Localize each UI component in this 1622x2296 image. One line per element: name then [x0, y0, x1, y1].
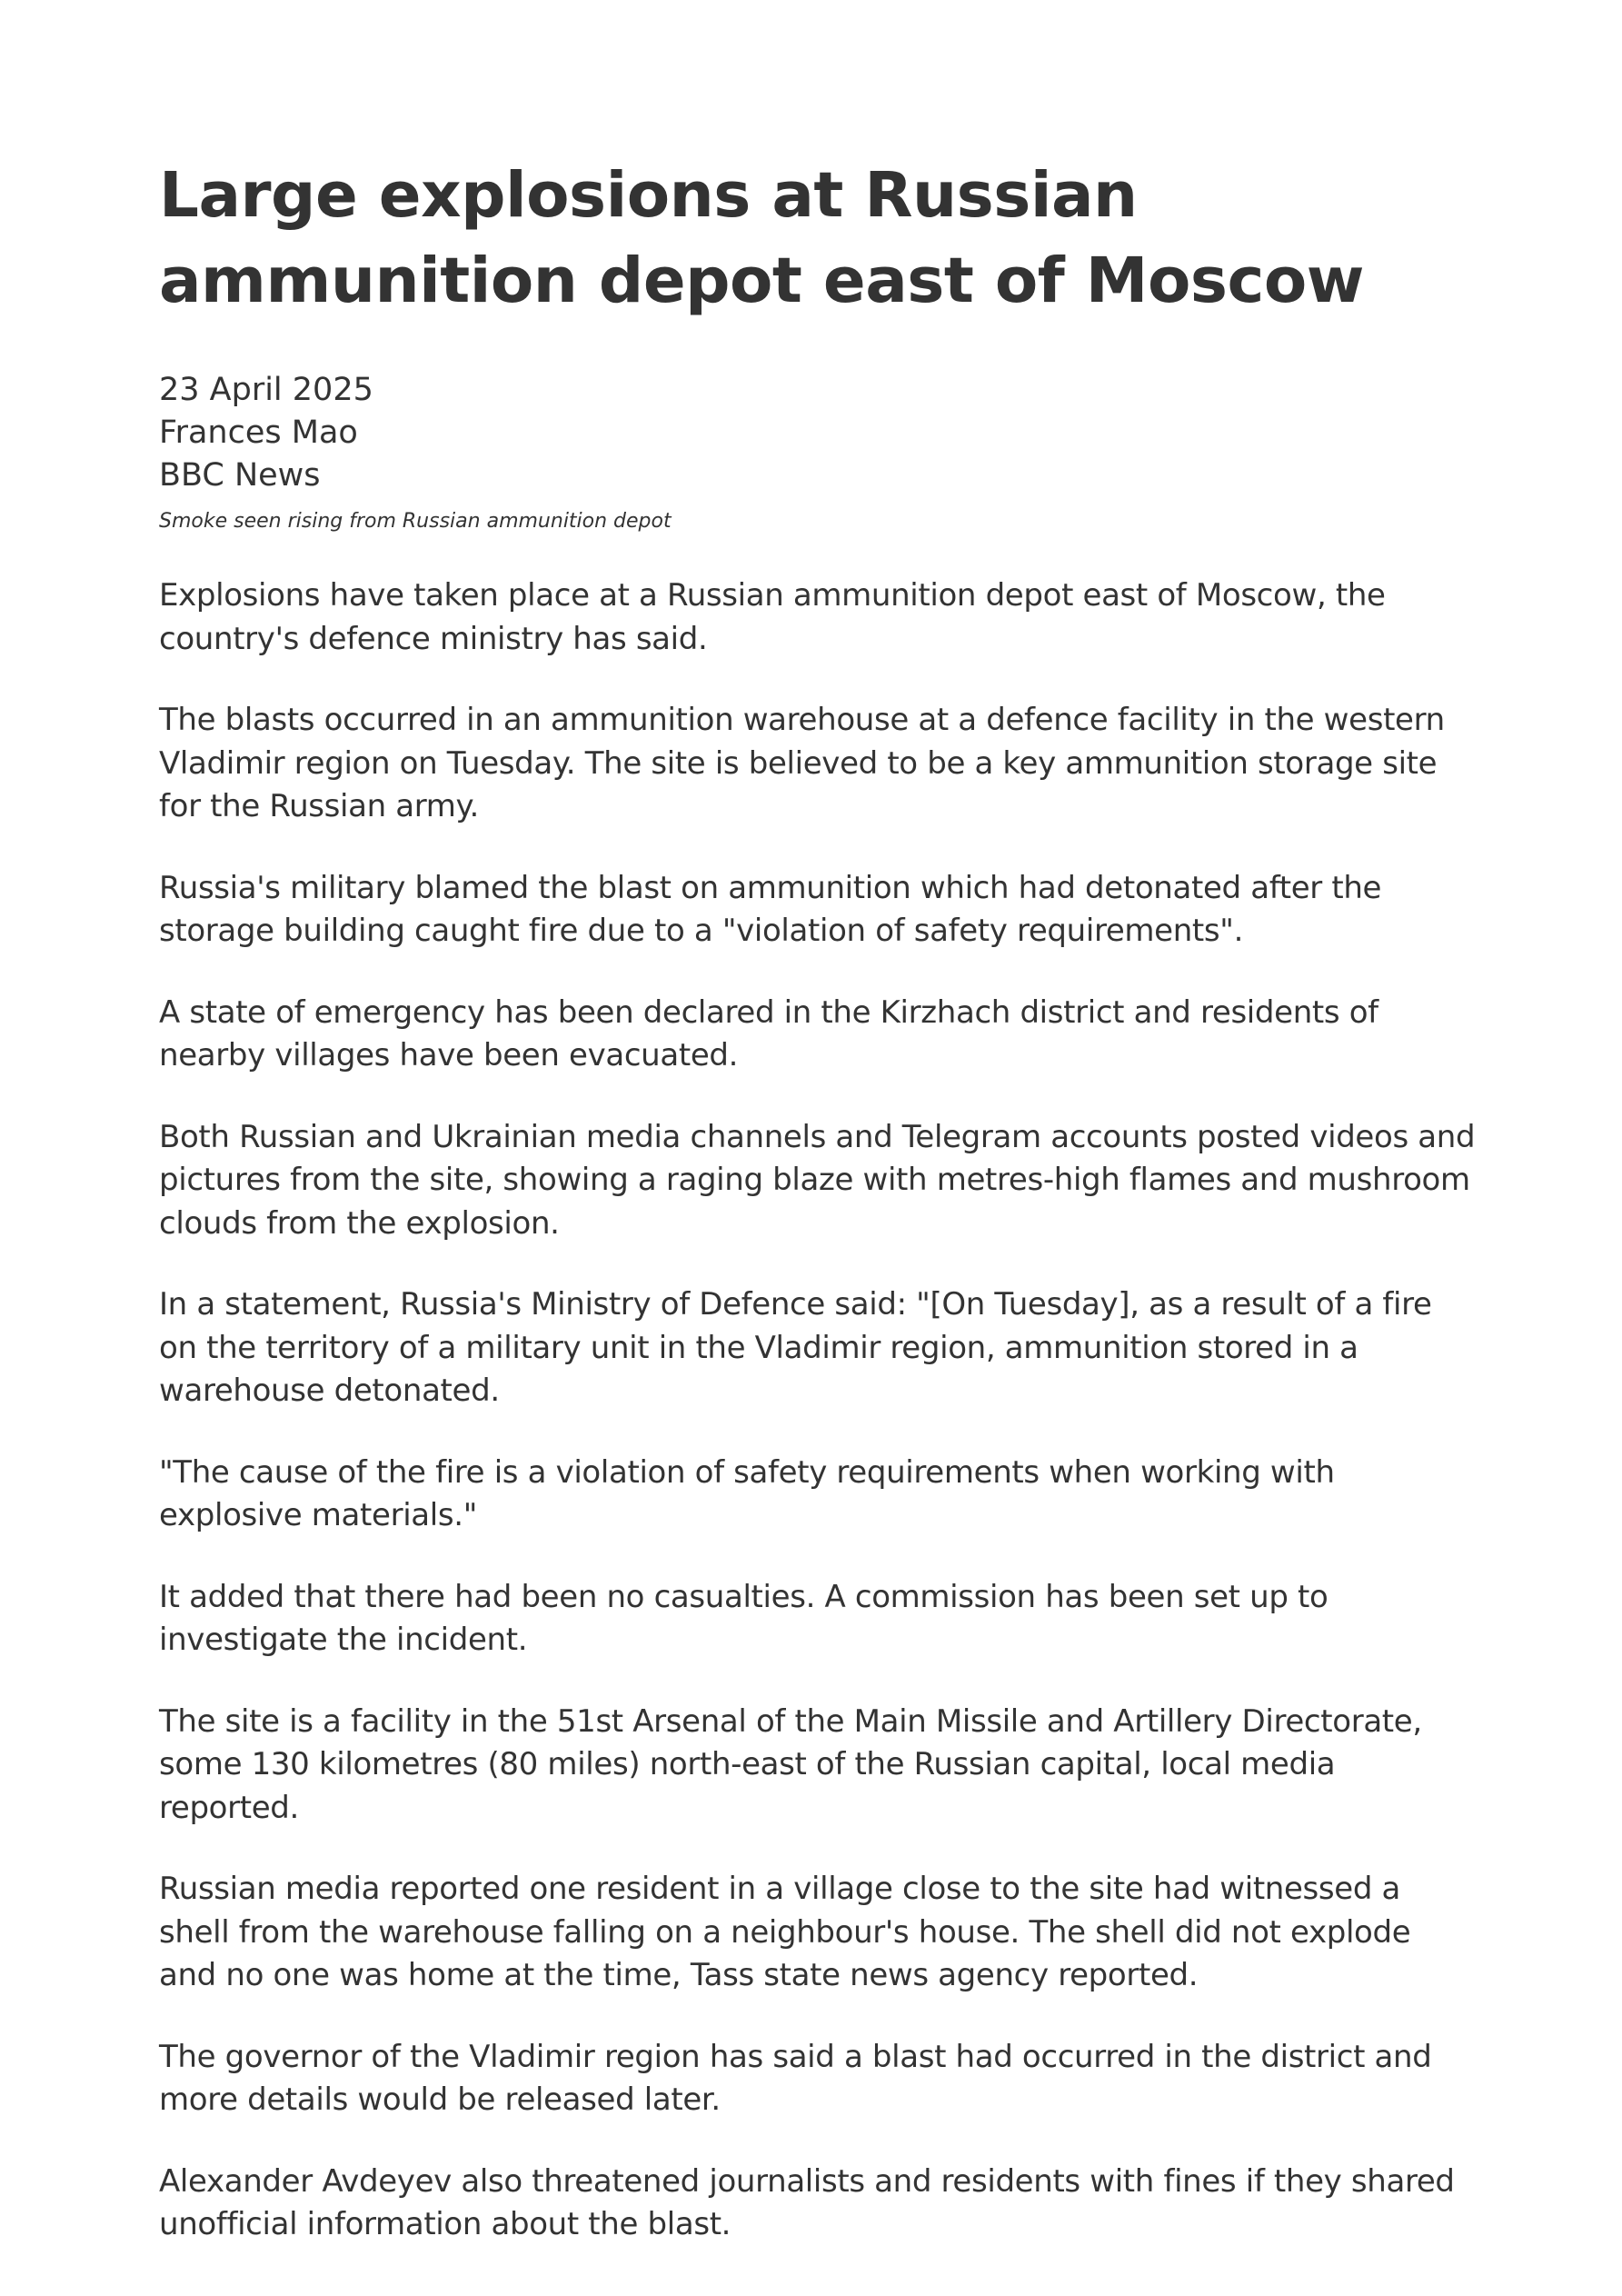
paragraph: The governor of the Vladimir region has said a blast had occurred in the district and more details would be released later. — [159, 2038, 1432, 2118]
paragraph: Both Russian and Ukrainian media channels and Telegram accounts posted videos and pictures from the site, showing a raging blaze with metres-high flames and mushroom clouds from the explosion. — [159, 1118, 1476, 1242]
headline: Large explosions at Russian ammunition depot east of Moscow — [159, 159, 1364, 317]
article-meta — [159, 369, 1477, 497]
article-body — [159, 574, 1477, 2247]
paragraph: "The cause of the fire is a violation of safety requirements when working with explosive materials." — [159, 1453, 1335, 1533]
paragraph: Russia's military blamed the blast on ammunition which had detonated after the storage building caught fire due to a "violation of safety requirements". — [159, 869, 1382, 949]
paragraph: In a statement, Russia's Ministry of Defence said: "[On Tuesday], as a result of a fire on the territory of a military unit in the Vladimir region, ammunition stored in a warehouse detonated. — [159, 1286, 1432, 1409]
paragraph: The blasts occurred in an ammunition warehouse at a defence facility in the western Vladimir region on Tuesday. The site is believed to be a key ammunition storage site for the Russian army. — [159, 702, 1445, 824]
paragraph: Explosions have taken place at a Russian ammunition depot east of Moscow, the country's defence ministry has said. — [159, 577, 1386, 657]
article — [159, 153, 1477, 2285]
publish-date: 23 April 2025 — [159, 372, 373, 408]
paragraph: Russian media reported one resident in a village close to the site had witnessed a shell from the warehouse falling on a neighbour's house. The shell did not explode and no one was home at the time, Tass state news agency reported. — [159, 1871, 1411, 1993]
paragraph: It added that there had been no casualties. A commission has been set up to investigate the incident. — [159, 1578, 1328, 1658]
paragraph: A state of emergency has been declared in the Kirzhach district and residents of nearby villages have been evacuated. — [159, 993, 1378, 1073]
paragraph: Alexander Avdeyev also threatened journalists and residents with fines if they shared unofficial information about the blast. — [159, 2162, 1455, 2242]
publisher-name: BBC News — [159, 457, 321, 494]
image-caption: Smoke seen rising from Russian ammunition depot — [159, 510, 672, 533]
author-name: Frances Mao — [159, 414, 358, 451]
paragraph: The site is a facility in the 51st Arsenal of the Main Missile and Artillery Directorate, some 130 kilometres (80 miles) north-east of the Russian capital, local media reported. — [159, 1702, 1422, 1826]
